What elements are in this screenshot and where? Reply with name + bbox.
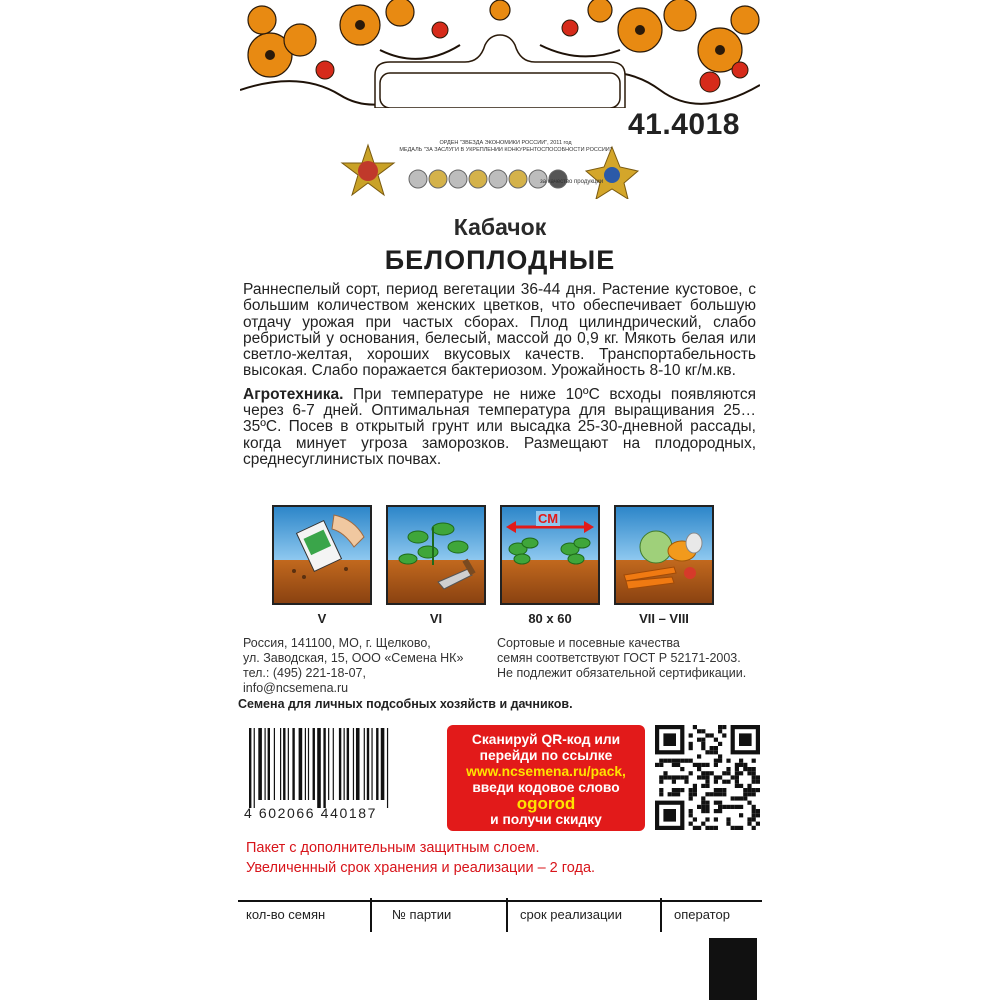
qr-module [735, 784, 739, 788]
qr-module [697, 767, 701, 771]
barcode-bar [333, 728, 334, 800]
barcode [247, 728, 437, 808]
qr-module [689, 809, 693, 813]
qr-module [705, 801, 709, 805]
award-line-2: МЕДАЛЬ "ЗА ЗАСЛУГИ В УКРЕПЛЕНИИ КОНКУРЕНТОСПОСОБНОСТИ РОССИИ" [399, 147, 612, 153]
awards-text [398, 140, 613, 154]
barcode-bar [356, 728, 360, 800]
qr-module [705, 780, 709, 784]
qr-module [672, 763, 676, 767]
qr-module [752, 788, 756, 792]
table-col-seed-count: кол-во семян [246, 907, 326, 922]
star-order-icon [342, 145, 394, 195]
barcode-bar [265, 728, 266, 800]
qr-module [689, 796, 693, 800]
qr-module [689, 822, 693, 826]
qr-module [735, 775, 739, 779]
qr-module [659, 759, 663, 763]
spacing-unit-label: СМ [538, 511, 559, 526]
cert-line-3: Не подлежит обязательной сертификации. [497, 666, 747, 680]
qr-code[interactable] [655, 725, 760, 830]
qr-module [689, 788, 693, 792]
barcode-bar [353, 728, 354, 800]
qr-module [752, 792, 756, 796]
qr-module [663, 775, 667, 779]
qr-module [701, 784, 705, 788]
qr-module [701, 775, 705, 779]
barcode-bar [381, 728, 385, 800]
qr-module [722, 771, 726, 775]
agro-paragraph [243, 387, 756, 468]
qr-module [752, 759, 756, 763]
qr-module [701, 771, 705, 775]
qr-module [689, 792, 693, 796]
product-name: БЕЛОПЛОДНЫЕ [384, 245, 616, 275]
qr-module [735, 763, 739, 767]
table-separator-2 [506, 898, 508, 932]
qr-module [731, 775, 735, 779]
qr-module [655, 763, 659, 767]
qr-module [676, 792, 680, 796]
barcode-bar [292, 728, 294, 800]
qr-module [672, 775, 676, 779]
qr-module [689, 742, 693, 746]
barcode-bar [347, 728, 349, 800]
qr-module [747, 784, 751, 788]
qr-module [710, 771, 714, 775]
qr-module [676, 788, 680, 792]
qr-module [743, 763, 747, 767]
qr-module [701, 729, 705, 733]
qr-module [714, 775, 718, 779]
qr-module [680, 759, 684, 763]
qr-module [689, 733, 693, 737]
qr-module [710, 750, 714, 754]
qr-module [701, 742, 705, 746]
promo-url[interactable]: www.ncsemena.ru/pack, [466, 764, 626, 779]
qr-module [722, 780, 726, 784]
qr-module [722, 725, 726, 729]
step-sowing [272, 505, 372, 605]
qr-module [743, 788, 747, 792]
qr-module [714, 801, 718, 805]
qr-module [739, 826, 743, 830]
qr-module [714, 809, 718, 813]
qr-module [659, 775, 663, 779]
qr-module [756, 788, 760, 792]
qr-module [718, 742, 722, 746]
qr-module [714, 817, 718, 821]
qr-module [722, 792, 726, 796]
qr-module [680, 788, 684, 792]
address-line-1: Россия, 141100, МО, г. Щелково, [243, 636, 431, 650]
qr-module [739, 784, 743, 788]
qr-module [714, 759, 718, 763]
qr-module [710, 826, 714, 830]
table-col-expiry: срок реализации [520, 907, 622, 922]
address-line-2: ул. Заводская, 15, ООО «Семена НК» [243, 651, 464, 665]
qr-module [693, 788, 697, 792]
qr-module [701, 746, 705, 750]
barcode-bar [254, 728, 255, 808]
floral-header-art [240, 0, 760, 108]
barcode-bar [367, 728, 369, 800]
qr-module [714, 826, 718, 830]
qr-module [705, 826, 709, 830]
barcode-bar [283, 728, 285, 800]
qr-module [739, 759, 743, 763]
certification-text [497, 636, 757, 681]
storage-notice [246, 838, 595, 878]
qr-module [752, 813, 756, 817]
qr-module [739, 813, 743, 817]
qr-module [726, 780, 730, 784]
qr-module [705, 792, 709, 796]
qr-module [701, 805, 705, 809]
qr-module [663, 759, 667, 763]
qr-module [718, 725, 722, 729]
qr-module [697, 729, 701, 733]
qr-module [726, 817, 730, 821]
qr-module [672, 788, 676, 792]
qr-module [659, 763, 663, 767]
qr-module [726, 767, 730, 771]
qr-module [756, 780, 760, 784]
step-spacing [500, 505, 600, 605]
qr-module [689, 813, 693, 817]
qr-module [710, 746, 714, 750]
qr-module [659, 780, 663, 784]
qr-module [676, 763, 680, 767]
step-label-4: VII – VIII [639, 611, 689, 626]
qr-module [735, 767, 739, 771]
qr-module [676, 759, 680, 763]
qr-module [752, 805, 756, 809]
barcode-digits: 4 602066 440187 [244, 805, 377, 821]
qr-module [718, 788, 722, 792]
qr-module [701, 738, 705, 742]
qr-module [705, 771, 709, 775]
qr-module [718, 809, 722, 813]
stamp-area [709, 938, 757, 1000]
barcode-bar [280, 728, 281, 800]
barcode-bar [364, 728, 365, 800]
qr-module [756, 822, 760, 826]
qr-module [697, 754, 701, 758]
qr-module [743, 767, 747, 771]
qr-module [735, 771, 739, 775]
private-use-note: Семена для личных подсобных хозяйств и дачников. [238, 697, 573, 711]
barcode-bar [313, 728, 315, 800]
barcode-bar [376, 728, 378, 800]
qr-module [689, 771, 693, 775]
qr-module [701, 801, 705, 805]
barcode-bar [323, 728, 325, 808]
qr-module [735, 796, 739, 800]
qr-module [714, 763, 718, 767]
qr-module [739, 771, 743, 775]
qr-module [756, 775, 760, 779]
qr-module [718, 754, 722, 758]
qr-module [705, 775, 709, 779]
qr-module [714, 780, 718, 784]
award-caption: за качество продукции [540, 179, 604, 185]
qr-module [731, 796, 735, 800]
qr-module [705, 805, 709, 809]
qr-module [701, 809, 705, 813]
qr-module [722, 733, 726, 737]
agro-label: Агротехника. [243, 385, 344, 403]
qr-module [705, 784, 709, 788]
barcode-bar [387, 728, 388, 808]
table-separator-1 [370, 898, 372, 932]
product-type: Кабачок [453, 214, 547, 240]
step-label-3: 80 х 60 [528, 611, 572, 626]
address-phone: тел.: (495) 221-18-07, [243, 666, 366, 680]
notice-line-1: Пакет с дополнительным защитным слоем. [246, 840, 540, 856]
qr-module [705, 809, 709, 813]
manufacturer-address [243, 636, 493, 696]
qr-module [735, 780, 739, 784]
address-email: info@ncsemena.ru [243, 681, 349, 695]
qr-module [747, 792, 751, 796]
qr-module [672, 780, 676, 784]
qr-module [663, 809, 676, 822]
qr-module [697, 826, 701, 830]
qr-module [693, 725, 697, 729]
qr-module [726, 771, 730, 775]
qr-module [726, 822, 730, 826]
qr-module [739, 796, 743, 800]
table-col-batch: № партии [392, 907, 452, 922]
qr-module [743, 792, 747, 796]
qr-module [701, 822, 705, 826]
qr-module [714, 738, 718, 742]
qr-module [747, 771, 751, 775]
sku-number: 41.4018 [628, 108, 740, 141]
barcode-bar [344, 728, 345, 800]
barcode-bar [268, 728, 270, 800]
qr-module [726, 759, 730, 763]
qr-module [747, 788, 751, 792]
barcode-bar [274, 728, 275, 800]
qr-module [680, 767, 684, 771]
qr-module [705, 733, 709, 737]
qr-module [697, 805, 701, 809]
qr-module [722, 805, 726, 809]
qr-module [743, 796, 747, 800]
promo-box [447, 725, 645, 831]
qr-module [752, 767, 756, 771]
qr-module [701, 796, 705, 800]
qr-module [714, 750, 718, 754]
vegetables-icon [616, 507, 712, 603]
award-line-1: ОРДЕН "ЗВЕЗДА ЭКОНОМИКИ РОССИИ", 2011 год [439, 140, 572, 146]
qr-module [752, 826, 756, 830]
qr-module [689, 759, 693, 763]
qr-module [718, 801, 722, 805]
qr-module [693, 826, 697, 830]
qr-module [697, 738, 701, 742]
qr-module [714, 746, 718, 750]
step-harvest [614, 505, 714, 605]
qr-module [752, 775, 756, 779]
promo-line-2: перейди по ссылке [479, 748, 613, 763]
qr-module [718, 729, 722, 733]
qr-module [663, 771, 667, 775]
qr-module [739, 733, 752, 746]
seed-packet-icon [274, 507, 370, 603]
barcode-bar [308, 728, 309, 800]
qr-module [693, 817, 697, 821]
description-text: Раннеспелый сорт, период вегетации 36-44 дня. Растение кустовое, с большим количеством женских цветков, что обеспечивает большую отдачу урожая при частых сборах. Плод цилиндрический, слабо ребристый у основания, белесый, массой до 0,9 кг. Мякоть белая или светло-желтая, хороших вкусовых качеств. Транспортабельность высокая. Слабо поражается бактериозом. Урожайность 8-10 кг/м.кв. [243, 281, 756, 380]
qr-module [722, 788, 726, 792]
qr-module [701, 763, 705, 767]
table-col-operator: оператор [674, 907, 730, 922]
qr-module [731, 826, 735, 830]
qr-module [718, 792, 722, 796]
qr-module [710, 792, 714, 796]
promo-code: ogorod [516, 794, 576, 813]
qr-module [718, 759, 722, 763]
table-divider [238, 900, 762, 902]
qr-module [714, 788, 718, 792]
qr-module [735, 805, 739, 809]
promo-line-1: Сканируй QR-код или [471, 732, 621, 747]
qr-module [668, 792, 672, 796]
qr-module [726, 805, 730, 809]
growing-steps [272, 505, 742, 625]
qr-module [705, 750, 709, 754]
barcode-bar [317, 728, 321, 808]
promo-line-3: введи кодовое слово [472, 780, 620, 795]
qr-module [747, 817, 751, 821]
qr-module [684, 780, 688, 784]
qr-module [739, 805, 743, 809]
qr-module [693, 792, 697, 796]
qr-module [680, 775, 684, 779]
cert-line-1: Сортовые и посевные качества [497, 636, 680, 650]
qr-module [697, 775, 701, 779]
notice-line-2: Увеличенный срок хранения и реализации – 2 года. [246, 860, 596, 876]
step-seedling [386, 505, 486, 605]
qr-module [731, 805, 735, 809]
barcode-bar [371, 728, 372, 800]
qr-module [672, 759, 676, 763]
qr-module [705, 763, 709, 767]
qr-module [693, 784, 697, 788]
barcode-bar [339, 728, 341, 800]
qr-module [659, 792, 663, 796]
barcode-bar [328, 728, 329, 800]
step-label-1: V [317, 611, 327, 626]
qr-module [747, 801, 751, 805]
qr-module [697, 763, 701, 767]
qr-module [718, 805, 722, 809]
table-separator-3 [660, 898, 662, 932]
qr-module [668, 759, 672, 763]
qr-module [710, 733, 714, 737]
qr-module [756, 809, 760, 813]
qr-module [747, 822, 751, 826]
agro-text: При температуре не ниже 10ºС всходы появляются через 6-7 дней. Оптимальная температура для выращивания 25…35ºС. Посев в открытый грунт или высадка 25-30-дневной рассады, когда минует угроза заморозков. Размещают на плодородных, среднесуглинистых почвах. [243, 385, 756, 468]
cert-line-2: семян соответствуют ГОСТ Р 52171-2003. [497, 651, 741, 665]
qr-module [668, 775, 672, 779]
qr-module [689, 746, 693, 750]
qr-module [714, 792, 718, 796]
qr-module [663, 733, 676, 746]
qr-module [752, 809, 756, 813]
qr-module [752, 780, 756, 784]
description-block [243, 282, 756, 468]
qr-module [747, 767, 751, 771]
qr-module [752, 771, 756, 775]
qr-module [752, 817, 756, 821]
qr-module [735, 826, 739, 830]
barcode-bar [299, 728, 303, 800]
qr-module [684, 775, 688, 779]
qr-module [705, 817, 709, 821]
qr-module [659, 788, 663, 792]
qr-module [676, 775, 680, 779]
barcode-bar [249, 728, 251, 808]
qr-module [756, 813, 760, 817]
qr-module [684, 759, 688, 763]
promo-line-4: и получи скидку [490, 812, 602, 827]
qr-module [739, 763, 743, 767]
medal-star-icon [586, 147, 638, 199]
qr-module [672, 792, 676, 796]
step-label-2: VI [429, 611, 443, 626]
seedling-icon [388, 507, 484, 603]
barcode-bar [258, 728, 262, 800]
barcode-bar [305, 728, 306, 800]
barcode-bar [288, 728, 289, 800]
qr-module [718, 775, 722, 779]
qr-module [693, 763, 697, 767]
